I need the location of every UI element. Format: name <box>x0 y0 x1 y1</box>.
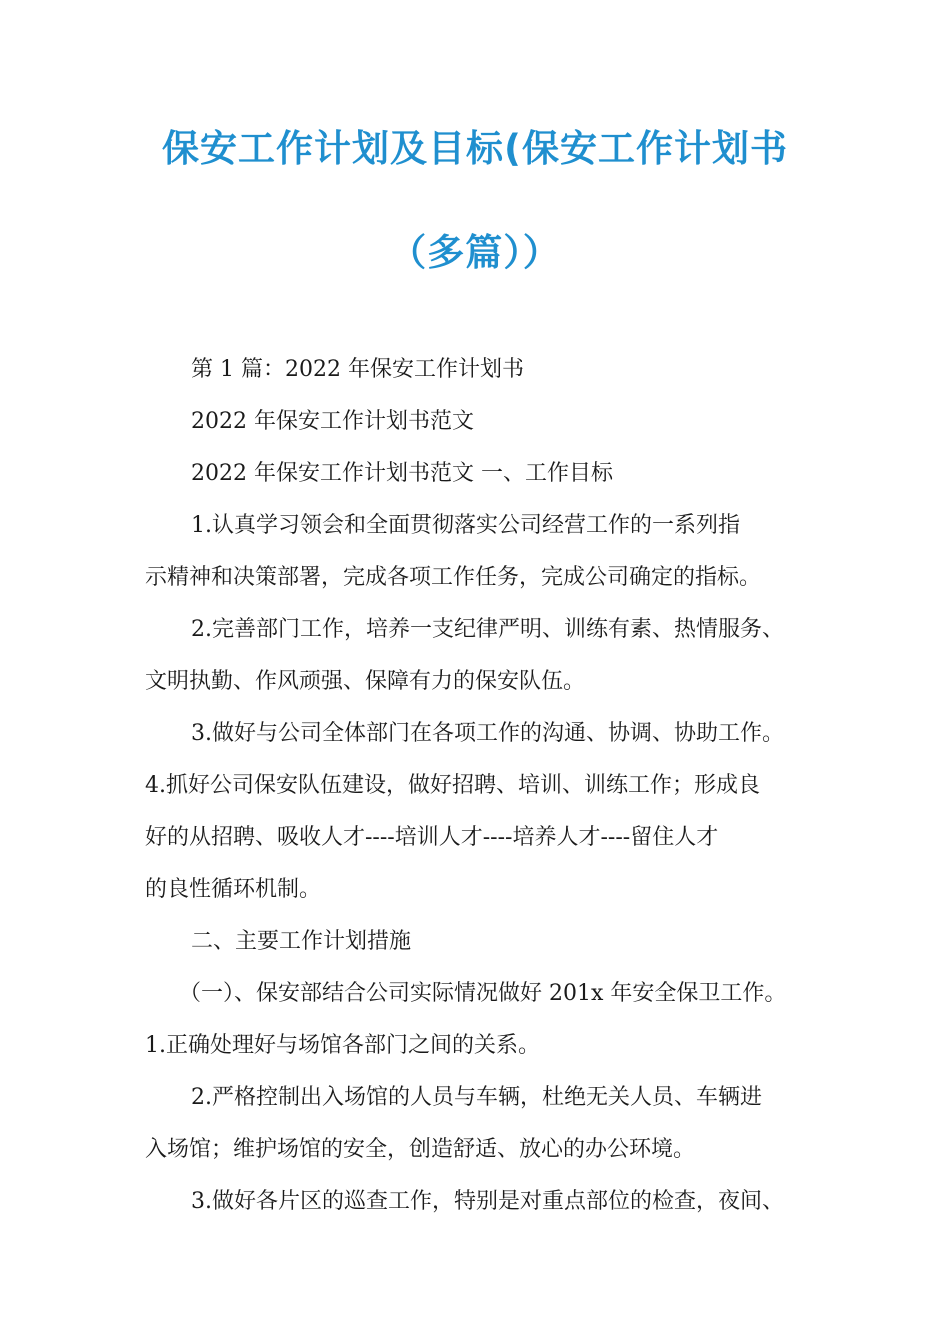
text-line: 3.做好与公司全体部门在各项工作的沟通、协调、协助工作。 <box>191 721 784 746</box>
text-line: （一）、保安部结合公司实际情况做好 201x 年安全保卫工作。 <box>179 981 787 1006</box>
text-line: 2.严格控制出入场馆的人员与车辆，杜绝无关人员、车辆进 <box>191 1085 762 1110</box>
text-line: 2022 年保安工作计划书范文 一、工作目标 <box>191 461 613 486</box>
text-line: 第 1 篇：2022 年保安工作计划书 <box>191 357 524 382</box>
text-line: 的良性循环机制。 <box>145 877 322 902</box>
text-line: 入场馆；维护场馆的安全，创造舒适、放心的办公环境。 <box>145 1137 696 1162</box>
section-heading: 二、主要工作计划措施 <box>191 929 412 954</box>
text-line: 1.正确处理好与场馆各部门之间的关系。 <box>145 1033 540 1058</box>
document-title-line-2: （多篇）） <box>389 231 561 274</box>
text-line: 示精神和决策部署，完成各项工作任务，完成公司确定的指标。 <box>145 565 762 590</box>
text-line: 2022 年保安工作计划书范文 <box>191 409 474 434</box>
text-line: 2.完善部门工作，培养一支纪律严明、训练有素、热情服务、 <box>191 617 784 642</box>
text-line: 文明执勤、作风顽强、保障有力的保安队伍。 <box>145 669 586 694</box>
text-line: 3.做好各片区的巡查工作，特别是对重点部位的检查，夜间、 <box>191 1189 784 1214</box>
document-body <box>145 344 815 1228</box>
text-line: 4.抓好公司保安队伍建设，做好招聘、培训、训练工作；形成良 <box>145 773 760 798</box>
document-title-line-1: 保安工作计划及目标(保安工作计划书 <box>162 127 788 170</box>
text-line: 好的从招聘、吸收人才----培训人才----培养人才----留住人才 <box>145 825 719 850</box>
text-line: 1.认真学习领会和全面贯彻落实公司经营工作的一系列指 <box>191 513 740 538</box>
